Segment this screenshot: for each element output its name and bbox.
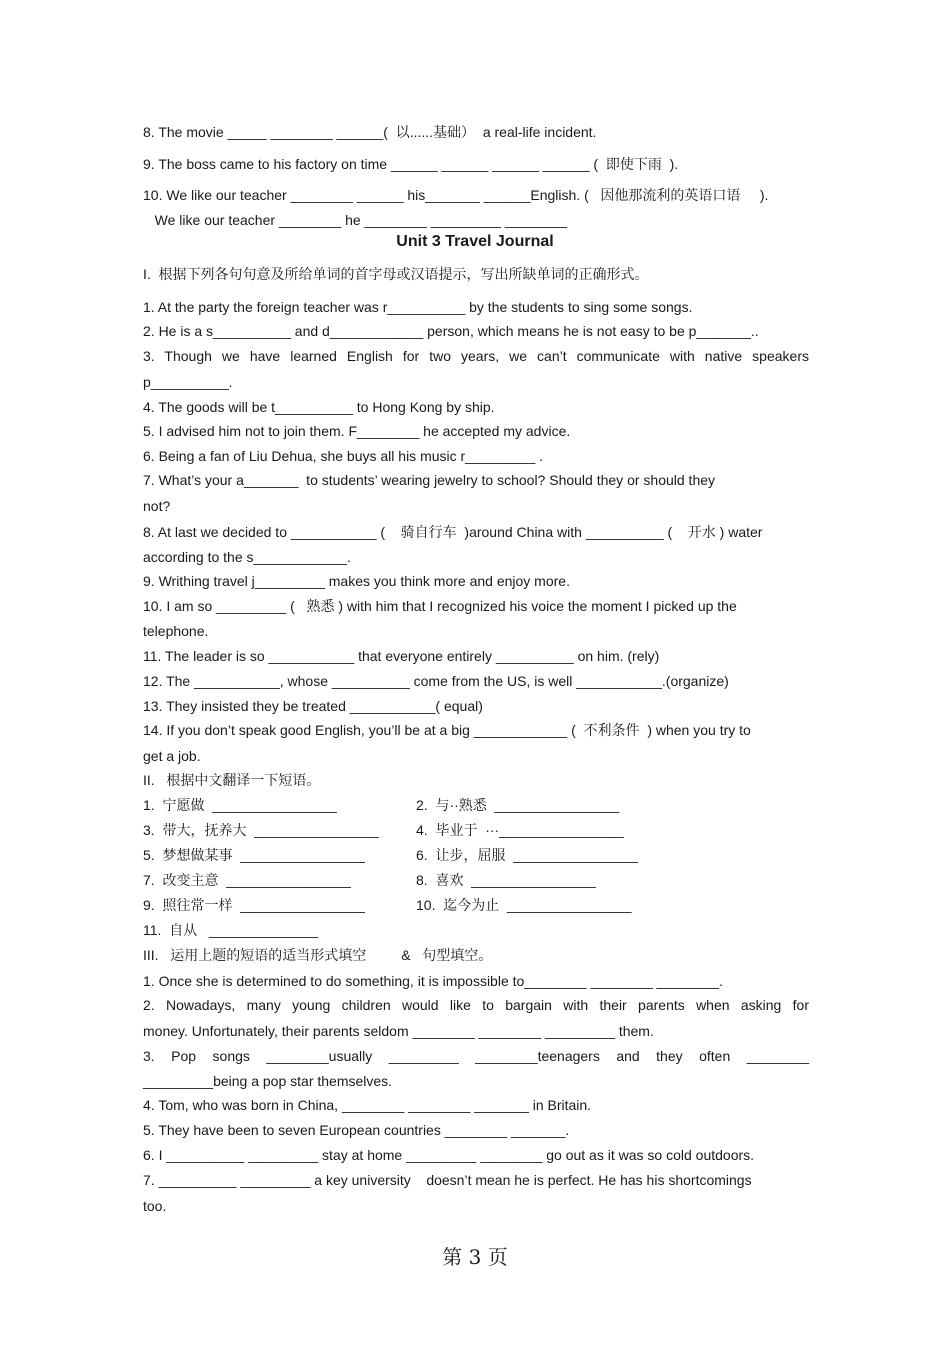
section2-heading: II. 根据中文翻译一下短语。 <box>143 772 321 788</box>
s3-line: _________being a pop star themselves. <box>143 1073 393 1089</box>
s1-line: 4. The goods will be t__________ to Hong Kong by ship. <box>143 399 495 415</box>
s1-line: 12. The ___________, whose __________ come from the US, is well ___________.(organize) <box>143 673 729 689</box>
s1-line: 11. The leader is so ___________ that everyone entirely __________ on him. (rely) <box>143 648 660 664</box>
phrase-item: 3. 带大，抚养大 ________________ <box>143 822 379 838</box>
s1-line: telephone. <box>143 623 209 639</box>
s1-line: 3. Though we have learned English for two years, we can’t communicate with native speakers <box>143 348 809 364</box>
s1-line: get a job. <box>143 748 201 764</box>
s3-line: 2. Nowadays, many young children would like to bargain with their parents when asking for <box>143 997 809 1013</box>
phrase-item: 10. 迄今为止 ________________ <box>416 897 632 913</box>
s1-line: 10. I am so _________ ( 熟悉 ) with him that I recognized his voice the moment I picked up the <box>143 598 737 614</box>
phrase-item: 9. 照往常一样 ________________ <box>143 897 365 913</box>
prev-line-8: 8. The movie _____ ________ ______( 以......基础） a real-life incident. <box>143 124 597 140</box>
s1-line: 6. Being a fan of Liu Dehua, she buys all his music r_________ . <box>143 448 544 464</box>
s1-line: 5. I advised him not to join them. F________ he accepted my advice. <box>143 423 571 439</box>
phrase-item: 11. 自从 ______________ <box>143 922 318 938</box>
phrase-item: 5. 梦想做某事 ________________ <box>143 847 365 863</box>
prev-line-10: 10. We like our teacher ________ ______ his_______ ______English. ( 因他那流利的英语口语 ). <box>143 187 769 203</box>
s1-line: 8. At last we decided to ___________ ( 骑自行车 )around China with __________ ( 开水 ) water <box>143 524 763 540</box>
s3-line: 4. Tom, who was born in China, ________ ________ _______ in Britain. <box>143 1097 592 1113</box>
prev-line-9: 9. The boss came to his factory on time ______ ______ ______ ______ ( 即使下雨 ). <box>143 156 679 172</box>
s1-line: 2. He is a s__________ and d____________ person, which means he is not easy to be p_______.. <box>143 323 759 339</box>
s3-line: money. Unfortunately, their parents seldom ________ ________ _________ them. <box>143 1023 654 1039</box>
section3-heading: III. 运用上题的短语的适当形式填空 & 句型填空。 <box>143 947 493 963</box>
page-number: 第 3 页 <box>442 1245 508 1269</box>
s3-line: 5. They have been to seven European countries ________ _______. <box>143 1122 570 1138</box>
section1-heading: I. 根据下列各句句意及所给单词的首字母或汉语提示，写出所缺单词的正确形式。 <box>143 266 649 282</box>
s1-line: not? <box>143 498 171 514</box>
s3-line: 7. __________ _________ a key university doesn’t mean he is perfect. He has his shortcomings <box>143 1172 752 1188</box>
s3-line: 1. Once she is determined to do something, it is impossible to________ ________ ________. <box>143 973 723 989</box>
prev-line-10b: We like our teacher ________ he ________ _________ ________ <box>143 212 567 228</box>
s1-line: p__________. <box>143 374 233 390</box>
s3-line: 6. I __________ _________ stay at home _________ ________ go out as it was so cold outdoors. <box>143 1147 755 1163</box>
s3-line: too. <box>143 1198 167 1214</box>
phrase-item: 8. 喜欢 ________________ <box>416 872 596 888</box>
phrase-item: 6. 让步，屈服 ________________ <box>416 847 638 863</box>
s1-line: according to the s____________. <box>143 549 351 565</box>
s1-line: 14. If you don’t speak good English, you’ll be at a big ____________ ( 不利条件 ) when you try to <box>143 722 751 738</box>
s1-line: 9. Writhing travel j_________ makes you think more and enjoy more. <box>143 573 570 589</box>
s1-line: 13. They insisted they be treated ___________( equal) <box>143 698 483 714</box>
s1-line: 1. At the party the foreign teacher was r__________ by the students to sing some songs. <box>143 299 693 315</box>
phrase-item: 7. 改变主意 ________________ <box>143 872 351 888</box>
phrase-item: 2. 与··熟悉 ________________ <box>416 797 620 813</box>
phrase-item: 4. 毕业于 ···________________ <box>416 822 624 838</box>
phrase-item: 1. 宁愿做 ________________ <box>143 797 337 813</box>
s3-line: 3. Pop songs ________usually _________ ________teenagers and they often ________ <box>143 1048 809 1064</box>
unit-title: Unit 3 Travel Journal <box>396 233 554 250</box>
s1-line: 7. What’s your a_______ to students’ wearing jewelry to school? Should they or should they <box>143 472 716 488</box>
